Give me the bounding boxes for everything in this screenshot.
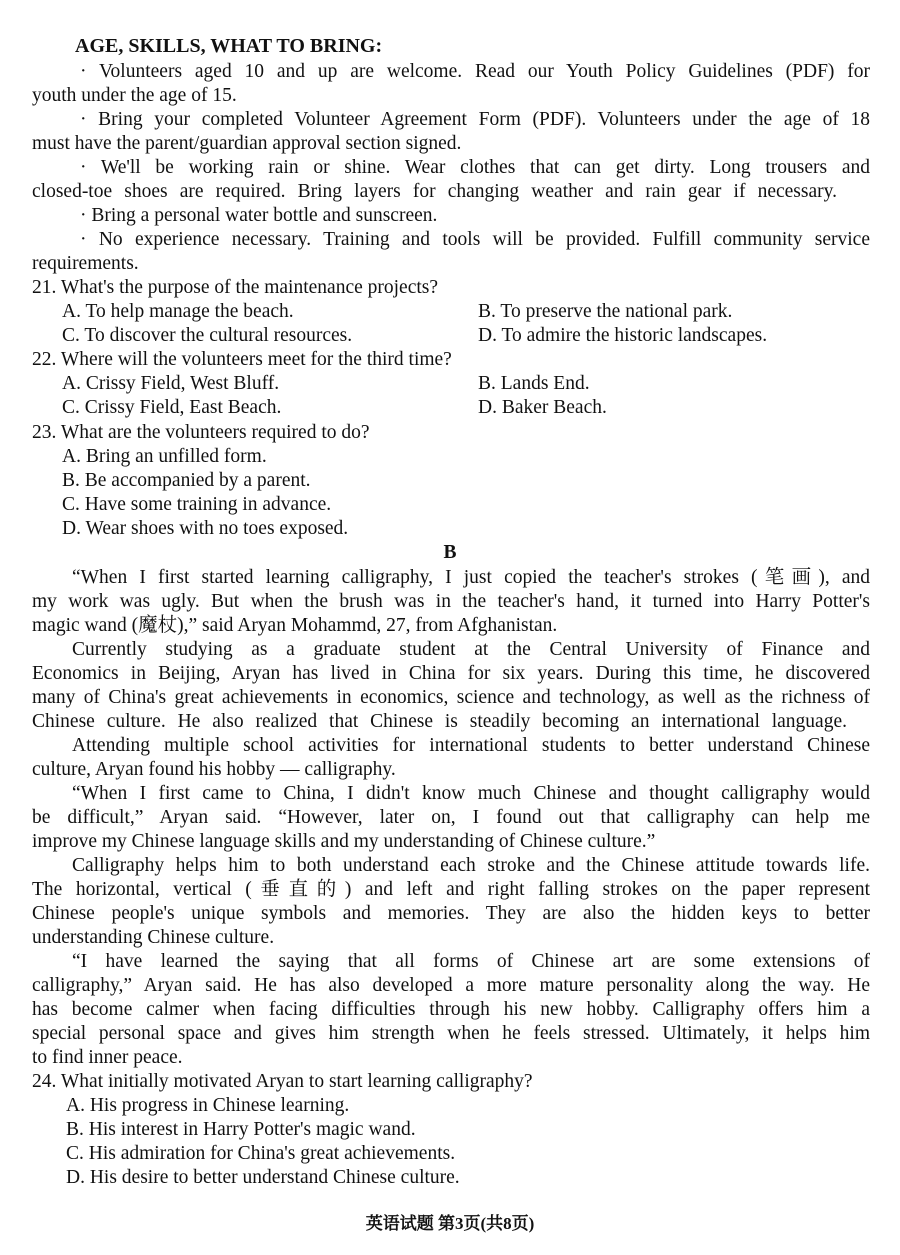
paragraph-line: “I have learned the saying that all forms of Chinese art are some extensions of — [72, 951, 870, 972]
question-21-option-a: A. To help manage the beach. — [62, 301, 294, 322]
paragraph-line: has become calmer when facing difficulties through his new hobby. Calligraphy offers him a — [32, 999, 870, 1020]
paragraph-line: improve my Chinese language skills and my understanding of Chinese culture.” — [32, 831, 656, 852]
paragraph-line: be difficult,” Aryan said. “However, later on, I found out that calligraphy can help me — [32, 807, 870, 828]
paragraph-line: The horizontal, vertical (垂直的) and left and right falling strokes on the paper represent — [32, 879, 870, 900]
bullet-line: · We'll be working rain or shine. Wear clothes that can get dirty. Long trousers and — [80, 157, 870, 178]
paragraph-line: many of China's great achievements in economics, science and technology, as well as the richness of — [32, 687, 870, 708]
section-b-label: B — [443, 542, 457, 563]
paragraph-line: calligraphy,” Aryan said. He has also developed a more mature personality along the way. He — [32, 975, 870, 996]
bullet-line: · Bring a personal water bottle and sunscreen. — [80, 205, 438, 226]
page-footer: 英语试题 第3页(共8页) — [365, 1214, 535, 1233]
question-22-option-c: C. Crissy Field, East Beach. — [62, 397, 282, 418]
question-23-option-a: A. Bring an unfilled form. — [62, 446, 267, 467]
paragraph-line: Attending multiple school activities for international students to better understand Chinese — [72, 735, 870, 756]
question-23-option-c: C. Have some training in advance. — [62, 494, 332, 515]
question-24-option-b: B. His interest in Harry Potter's magic wand. — [66, 1119, 416, 1140]
question-24-option-c: C. His admiration for China's great achievements. — [66, 1143, 456, 1164]
question-22-option-b: B. Lands End. — [478, 373, 590, 394]
bullet-line: requirements. — [32, 253, 139, 274]
bullet-line: · Bring your completed Volunteer Agreement Form (PDF). Volunteers under the age of 18 — [80, 109, 870, 130]
paragraph-line: magic wand (魔杖),” said Aryan Mohammd, 27, from Afghanistan. — [32, 615, 558, 636]
paragraph-line: my work was ugly. But when the brush was in the teacher's hand, it turned into Harry Potter's — [32, 591, 870, 612]
question-21-option-d: D. To admire the historic landscapes. — [478, 325, 768, 346]
question-24-stem: 24. What initially motivated Aryan to start learning calligraphy? — [32, 1071, 533, 1092]
paragraph-line: to find inner peace. — [32, 1047, 183, 1068]
bullet-line: must have the parent/guardian approval section signed. — [32, 133, 462, 154]
question-24-option-d: D. His desire to better understand Chinese culture. — [66, 1167, 460, 1188]
section-heading: AGE, SKILLS, WHAT TO BRING: — [75, 35, 383, 57]
question-21-option-c: C. To discover the cultural resources. — [62, 325, 353, 346]
paragraph-line: culture, Aryan found his hobby — calligraphy. — [32, 759, 396, 780]
question-21-option-b: B. To preserve the national park. — [478, 301, 733, 322]
bullet-line: closed-toe shoes are required. Bring layers for changing weather and rain gear if necessary. — [32, 181, 837, 202]
paragraph-line: Currently studying as a graduate student at the Central University of Finance and — [72, 639, 870, 660]
paragraph-line: Economics in Beijing, Aryan has lived in China for six years. During this time, he discovered — [32, 663, 870, 684]
paragraph-line: Calligraphy helps him to both understand each stroke and the Chinese attitude towards life. — [72, 855, 870, 876]
question-23-stem: 23. What are the volunteers required to do? — [32, 422, 370, 443]
question-22-option-d: D. Baker Beach. — [478, 397, 607, 418]
bullet-line: youth under the age of 15. — [32, 85, 237, 106]
paragraph-line: Chinese people's unique symbols and memories. They are also the hidden keys to better — [32, 903, 870, 924]
paragraph-line: understanding Chinese culture. — [32, 927, 275, 948]
paragraph-line: “When I first came to China, I didn't know much Chinese and thought calligraphy would — [72, 783, 870, 804]
bullet-line: · No experience necessary. Training and tools will be provided. Fulfill community service — [80, 229, 870, 250]
paragraph-line: Chinese culture. He also realized that Chinese is steadily becoming an international language. — [32, 711, 847, 732]
question-22-stem: 22. Where will the volunteers meet for the third time? — [32, 349, 452, 370]
question-24-option-a: A. His progress in Chinese learning. — [66, 1095, 350, 1116]
question-22-option-a: A. Crissy Field, West Bluff. — [62, 373, 280, 394]
question-21-stem: 21. What's the purpose of the maintenance projects? — [32, 277, 439, 298]
question-23-option-b: B. Be accompanied by a parent. — [62, 470, 311, 491]
paragraph-line: “When I first started learning calligraphy, I just copied the teacher's strokes (笔画), and — [72, 567, 870, 588]
question-23-option-d: D. Wear shoes with no toes exposed. — [62, 518, 349, 539]
paragraph-line: special personal space and gives him strength when he feels stressed. Ultimately, it helps him — [32, 1023, 870, 1044]
bullet-line: · Volunteers aged 10 and up are welcome. Read our Youth Policy Guidelines (PDF) for — [80, 61, 870, 82]
